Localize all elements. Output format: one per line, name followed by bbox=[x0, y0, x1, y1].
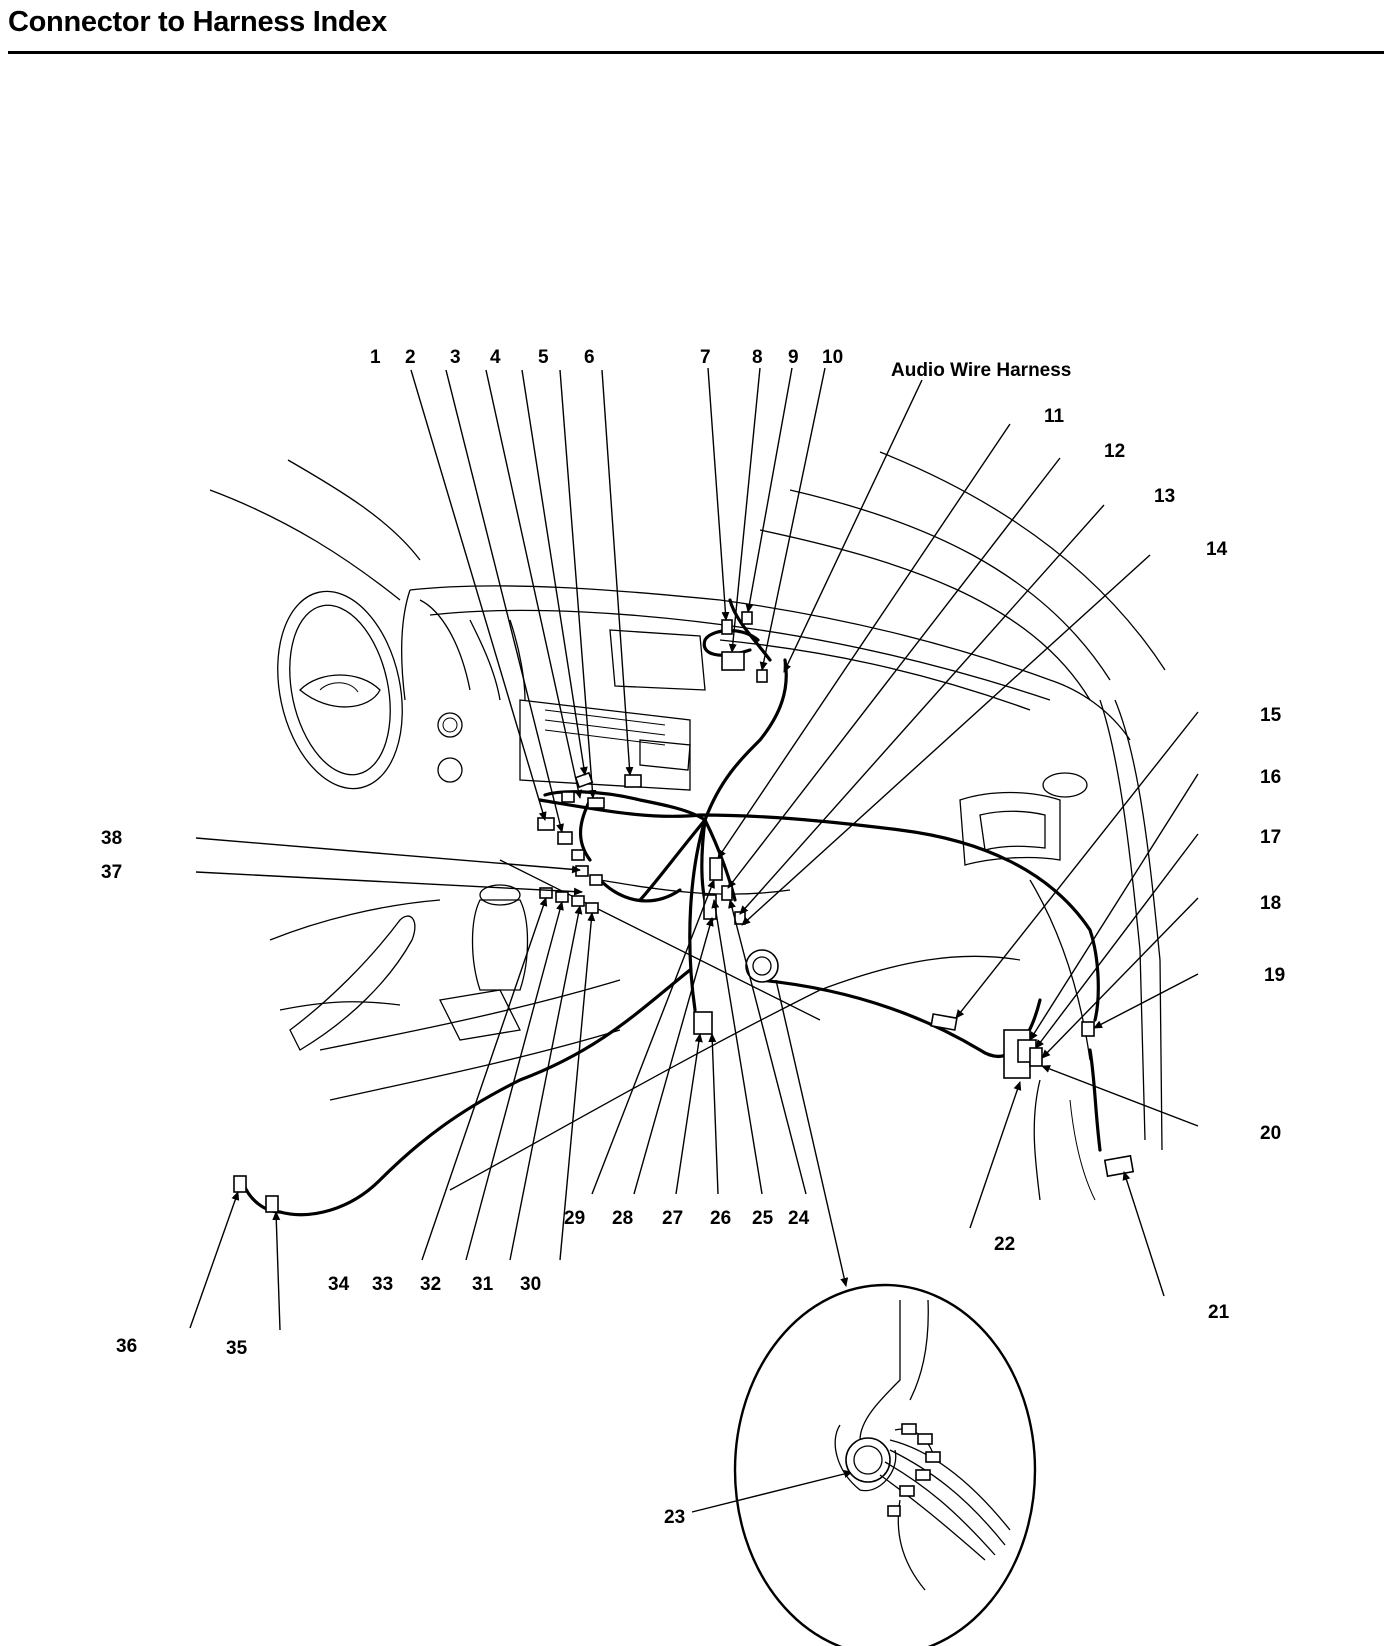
callout-27: 27 bbox=[662, 1208, 684, 1229]
callout-4: 4 bbox=[490, 347, 501, 368]
audio-wire-harness-label: Audio Wire Harness bbox=[891, 360, 1072, 381]
callout-19: 19 bbox=[1264, 965, 1286, 986]
callout-8: 8 bbox=[752, 347, 763, 368]
callout-3: 3 bbox=[450, 347, 461, 368]
page-title: Connector to Harness Index bbox=[8, 6, 387, 38]
callout-16: 16 bbox=[1260, 767, 1282, 788]
callout-15: 15 bbox=[1260, 705, 1282, 726]
callout-23: 23 bbox=[664, 1507, 686, 1528]
callout-2: 2 bbox=[405, 347, 416, 368]
callout-20: 20 bbox=[1260, 1123, 1282, 1144]
callout-11: 11 bbox=[1044, 406, 1065, 427]
callout-21: 21 bbox=[1208, 1302, 1230, 1323]
callout-13: 13 bbox=[1154, 486, 1176, 507]
callout-9: 9 bbox=[788, 347, 799, 368]
callout-37: 37 bbox=[101, 862, 123, 883]
callout-38: 38 bbox=[101, 828, 123, 849]
callout-labels bbox=[101, 347, 1285, 1528]
callout-7: 7 bbox=[700, 347, 711, 368]
callout-12: 12 bbox=[1104, 441, 1126, 462]
callout-31: 31 bbox=[472, 1274, 494, 1295]
callout-28: 28 bbox=[612, 1208, 634, 1229]
callout-26: 26 bbox=[710, 1208, 732, 1229]
vehicle-interior-outline bbox=[210, 452, 1165, 1200]
wire-harness bbox=[244, 600, 1100, 1215]
callout-29: 29 bbox=[564, 1208, 586, 1229]
callout-6: 6 bbox=[584, 347, 595, 368]
callout-18: 18 bbox=[1260, 893, 1282, 914]
detail-inset bbox=[735, 1285, 1035, 1646]
callout-5: 5 bbox=[538, 347, 549, 368]
callout-25: 25 bbox=[752, 1208, 774, 1229]
callout-30: 30 bbox=[520, 1274, 542, 1295]
callout-32: 32 bbox=[420, 1274, 442, 1295]
callout-36: 36 bbox=[116, 1336, 138, 1357]
connectors bbox=[234, 612, 1133, 1212]
callout-33: 33 bbox=[372, 1274, 394, 1295]
callout-24: 24 bbox=[788, 1208, 810, 1229]
leader-lines bbox=[190, 368, 1198, 1512]
callout-17: 17 bbox=[1260, 827, 1282, 848]
callout-10: 10 bbox=[822, 347, 844, 368]
callout-14: 14 bbox=[1206, 539, 1228, 560]
callout-34: 34 bbox=[328, 1274, 350, 1295]
callout-22: 22 bbox=[994, 1234, 1016, 1255]
callout-1: 1 bbox=[370, 347, 381, 368]
callout-35: 35 bbox=[226, 1338, 248, 1359]
